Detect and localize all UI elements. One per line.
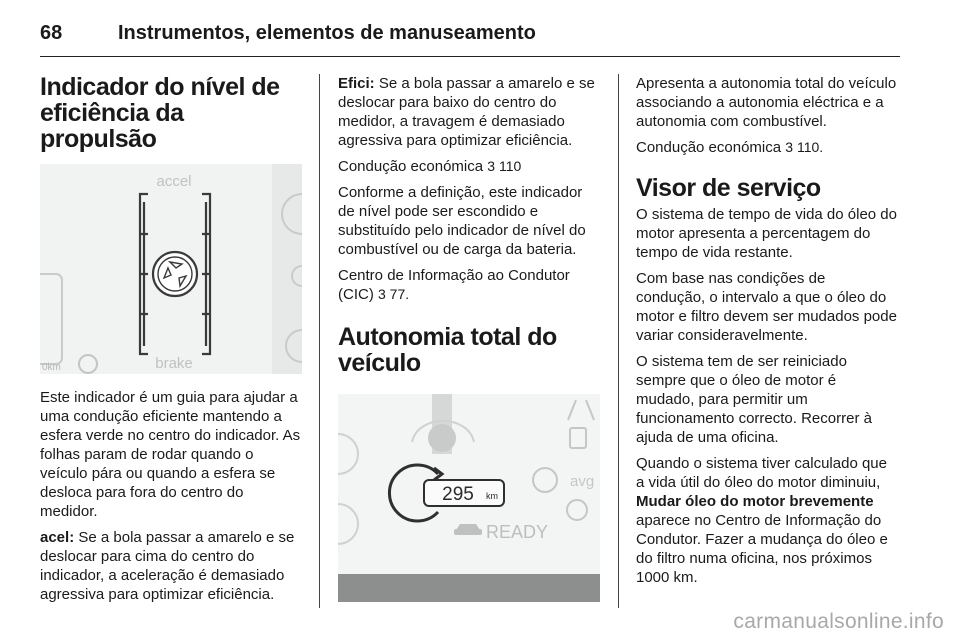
range-unit: km (486, 491, 498, 501)
paragraph: Quando o sistema tiver calculado que a vida útil do óleo do motor diminuiu, Mudar óleo do motor brevemente aparece no Centro de Informação do Condutor. Fazer a mudança do óleo e do filtro numa oficina, nos próximos 1000 km. (636, 455, 888, 586)
section-heading-efficiency: Indicador do nível de eficiência da propulsão (40, 73, 280, 153)
column-divider-1 (319, 74, 320, 608)
page-reference-link[interactable]: 3 110 (487, 158, 522, 174)
page-number: 68 (40, 22, 63, 44)
paragraph: Condução económica 3 110. (636, 139, 824, 156)
page-reference-link[interactable]: 3 110. (785, 139, 824, 155)
paragraph: Conforme a definição, este indicador de nível pode ser escondido e substituído pelo indicador de nível do combustível ou de carga da bateria. (338, 184, 586, 258)
figure-label-avg: avg (570, 473, 595, 490)
term-acel: acel: (40, 529, 75, 546)
watermark: carmanualsonline.info (733, 610, 944, 633)
paragraph: Este indicador é um guia para ajudar a uma condução eficiente mantendo a esfera verde no centro do indicador. As folhas param de rodar quando o veículo pára ou quando a esfera se desloca para fora do centro do medidor. (40, 389, 301, 520)
paragraph: Centro de Informação ao Condutor (CIC) 3 77. (338, 267, 570, 303)
header-divider (40, 56, 900, 57)
figure-label-0km: 0km (42, 362, 61, 373)
paragraph: Apresenta a autonomia total do veículo associando a autonomia eléctrica e a autonomia com combustível. (636, 75, 897, 130)
paragraph: O sistema tem de ser reiniciado sempre que o óleo de motor é mudado, para permitir um funcionamento correcto. Recorrer à ajuda de uma oficina. (636, 353, 872, 446)
column-divider-2 (618, 74, 619, 608)
page-reference-link[interactable]: 3 77. (378, 286, 410, 302)
paragraph: Efici: Se a bola passar a amarelo e se deslocar para baixo do centro do medidor, a travagem é demasiado agressiva para optimizar eficiência. (338, 75, 595, 149)
page-header (40, 16, 920, 60)
paragraph: O sistema de tempo de vida do óleo do motor apresenta a percentagem do tempo de vida restante. (636, 206, 897, 261)
paragraph: Condução económica 3 110 (338, 158, 522, 175)
column-3 (636, 74, 898, 587)
range-value: 295 (442, 484, 474, 505)
running-title: Instrumentos, elementos de manuseamento (118, 22, 536, 44)
section-heading-range: Autonomia total do veículo (338, 323, 557, 377)
column-2 (338, 74, 600, 602)
figure-label-accel: accel (156, 173, 192, 190)
column-1 (40, 74, 302, 604)
section-heading-service: Visor de serviço (636, 174, 821, 202)
range-display-figure (338, 394, 600, 602)
figure-label-brake: brake (155, 355, 193, 372)
ready-label: READY (486, 522, 549, 542)
paragraph: Com base nas condições de condução, o intervalo a que o óleo do motor e filtro devem ser mudados pode variar consideravelmente. (636, 270, 897, 344)
efficiency-gauge-figure (40, 164, 302, 374)
message-term: Mudar óleo do motor brevemente (636, 493, 874, 510)
term-efici: Efici: (338, 75, 375, 92)
paragraph: acel: Se a bola passar a amarelo e se deslocar para cima do centro do indicador, a aceleração é demasiado agressiva para optimizar eficiência. (40, 529, 295, 603)
efficiency-ball-icon (153, 252, 197, 296)
